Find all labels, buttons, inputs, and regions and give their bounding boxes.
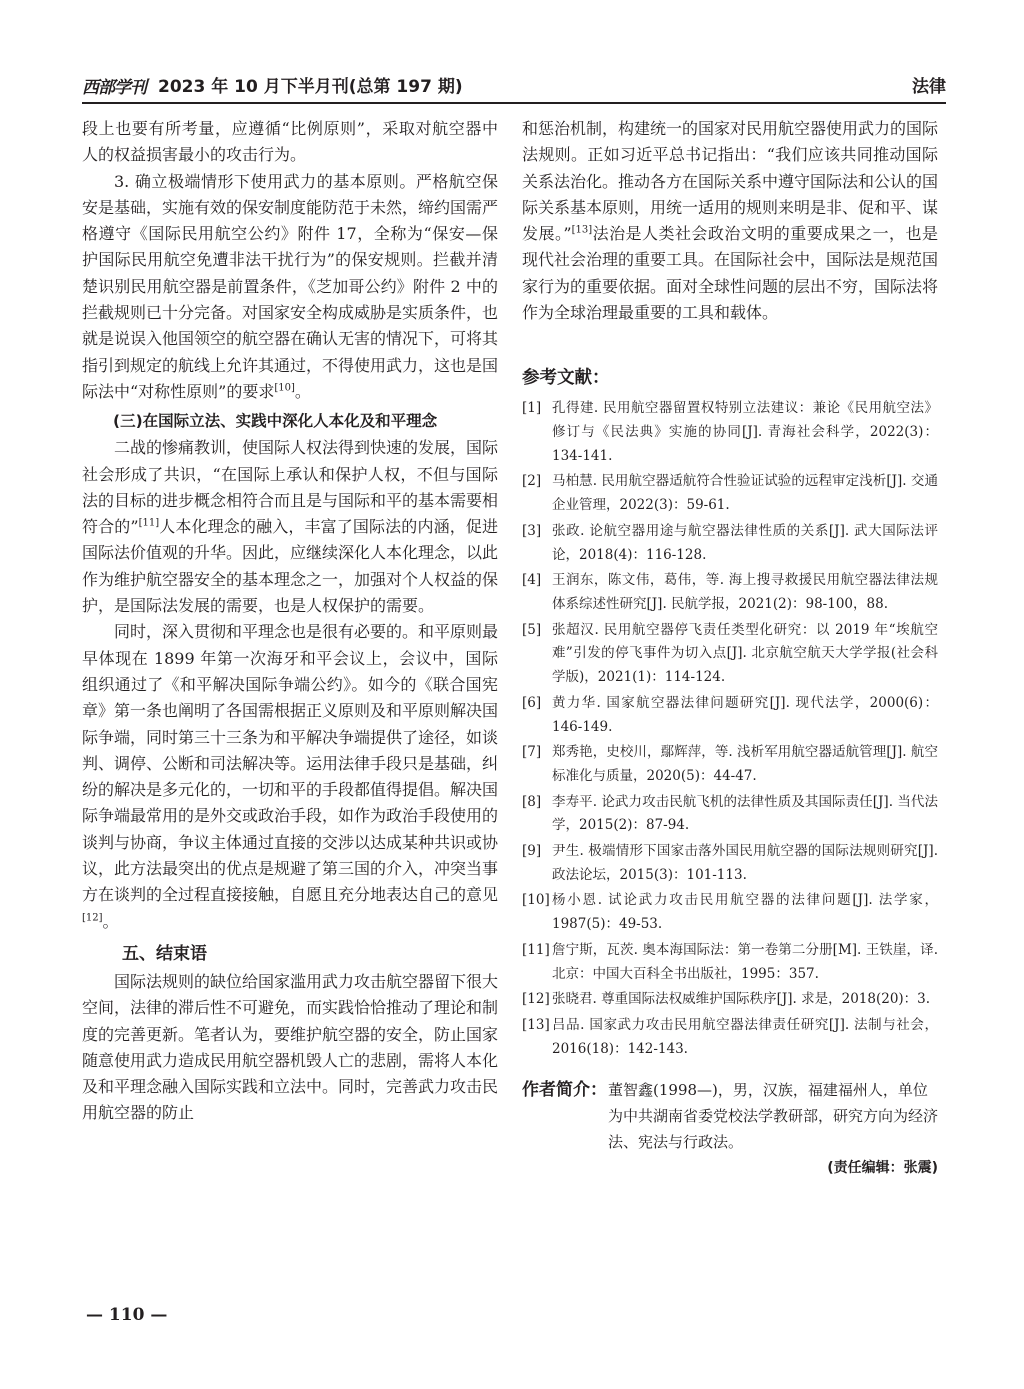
reference-number: [7] xyxy=(522,744,542,761)
reference-number: [6] xyxy=(522,694,542,711)
citation: [12] xyxy=(82,912,103,924)
paragraph-text: 同时，深入贯彻和平理念也是很有必要的。和平原则最早体现在 1899 年第一次海牙和平会议上，会议中，国际组织通过了《和平解决国际争端公约》。如今的《联合国宪章》第一条也阐明了各国需根据正义原则及和平原则解决国际争端，同时第三十三条为和平解决争端提供了途径，如谈判、调停、公断和司法解决等。运用法律手段只是基础，纠纷的解决是多元化的，一切和平的手段都值得提倡。解决国际争端最常用的是外交或政治手段，如作为政治手段使用的谈判与协商，争议主体通过直接的交涉以达成某种共识或协议，此方法最突出的优点是规避了第三国的介入，冲突当事方在谈判的全过程直接接触，自愿且充分地表达自己的意见 xyxy=(82,622,499,905)
reference-text: 王润东，陈文伟，葛伟，等. 海上搜寻救援民用航空器法律法规体系综述性研究[J]. 民航学报，2021(2)：98-100，88. xyxy=(552,572,938,612)
reference-text: 张政. 论航空器用途与航空器法律性质的关系[J]. 武大国际法评论，2018(4)：116-128. xyxy=(552,522,938,563)
reference-item xyxy=(522,889,938,936)
citation: [10] xyxy=(274,382,295,394)
reference-item xyxy=(522,988,938,1012)
header-rule xyxy=(82,102,946,104)
reference-number: [10] xyxy=(522,892,550,909)
citation: [11] xyxy=(138,517,160,529)
reference-number: [5] xyxy=(522,621,542,638)
reference-number: [8] xyxy=(522,793,542,810)
reference-item xyxy=(522,569,938,616)
page-number: — 110 — xyxy=(86,1305,168,1325)
editor-credit: (责任编辑：张震) xyxy=(827,1160,938,1177)
reference-number: [4] xyxy=(522,572,542,589)
references-heading: 参考文献： xyxy=(522,368,610,389)
paragraph xyxy=(82,169,498,406)
paragraph: 国际法规则的缺位给国家滥用武力攻击航空器留下很大空间，法律的滞后性不可避免，而实践恰恰推动了理论和制度的完善更新。笔者认为，要维护航空器的安全，防止国家随意使用武力造成民用航空器机毁人亡的悲剧，需将人本化及和平理念融入国际实践和立法中。同时，完善武力攻击民用航空器的防止 xyxy=(82,971,499,1123)
section-heading: 五、结束语 xyxy=(122,943,207,964)
author-bio xyxy=(522,1077,938,1155)
reference-item xyxy=(522,840,938,887)
reference-item xyxy=(522,741,938,788)
section-label: 法律 xyxy=(912,77,946,97)
reference-number: [3] xyxy=(522,522,542,539)
reference-text: 尹生. 极端情形下国家击落外国民用航空器的国际法规则研究[J]. 政法论坛，2015(3)：101-113. xyxy=(552,843,938,883)
issue-info: 2023 年 10 月下半月刊(总第 197 期) xyxy=(158,77,463,97)
reference-list xyxy=(522,397,938,1061)
author-label: 作者简介： xyxy=(522,1080,607,1101)
reference-text: 李寿平. 论武力攻击民航飞机的法律性质及其国际责任[J]. 当代法学，2015(2)：87-94. xyxy=(552,793,938,834)
reference-text: 吕品. 国家武力攻击民用航空器法律责任研究[J]. 法制与社会，2016(18)：142-143. xyxy=(552,1016,938,1057)
reference-number: [11] xyxy=(522,941,550,958)
reference-item xyxy=(522,397,938,468)
reference-text: 孔得建. 民用航空器留置权特别立法建议：兼论《民用航空法》修订与《民法典》实施的协同[J]. 青海社会科学，2022(3)：134-141. xyxy=(552,400,938,464)
left-column xyxy=(82,116,498,1127)
journal-logo: 西部学刊 xyxy=(82,78,146,98)
author-text: 董智鑫(1998—)，男，汉族，福建福州人，单位为中共湖南省委党校法学教研部，研究方向为经济法、宪法与行政法。 xyxy=(608,1081,939,1152)
reference-number: [2] xyxy=(522,473,542,490)
subheading: (三)在国际立法、实践中深化人本化及和平理念 xyxy=(113,412,438,431)
paragraph-text: 二战的惨痛教训，使国际人权法得到快速的发展，国际社会形成了共识，“在国际上承认和保护人权，不但与国际法的目标的进步概念相符合而且是与国际和平的基本需要相符合的” xyxy=(82,438,499,537)
page-header xyxy=(82,72,946,100)
reference-text: 杨小恩. 试论武力攻击民用航空器的法律问题[J]. 法学家，1987(5)：49-53. xyxy=(552,892,938,933)
reference-item xyxy=(522,939,938,986)
reference-number: [12] xyxy=(522,991,550,1008)
paragraph-text: 3. 确立极端情形下使用武力的基本原则。严格航空保安是基础，实施有效的保安制度能防范于未然，缔约国需严格遵守《国际民用航空公约》附件 17，全称为“保安—保护国际民用航空免遭非法干扰行为”的保安规则。拦截并清楚识别民用航空器是前置条件，《芝加哥公约》附件 2 中的拦截规则已十分完备。对国家安全构成威胁是实质条件，也就是说误入他国领空的航空器在确认无害的情况下，可将其指引到规定的航线上允许其通过，不得使用武力，这也是国际法中“对称性原则”的要求 xyxy=(82,171,499,401)
punctuation: 。 xyxy=(102,911,119,931)
reference-number: [9] xyxy=(522,843,542,860)
reference-item xyxy=(522,520,938,567)
reference-text: 詹宁斯，瓦茨. 奥本海国际法：第一卷第二分册[M]. 王铁崖，译. 北京：中国大百科全书出版社，1995：357. xyxy=(552,941,938,982)
reference-text: 张晓君. 尊重国际法权威维护国际秩序[J]. 求是，2018(20)：3. xyxy=(552,991,931,1008)
citation: [13] xyxy=(571,224,593,236)
paragraph-text: 和惩治机制，构建统一的国家对民用航空器使用武力的国际法规则。正如习近平总书记指出：“我们应该共同推动国际关系法治化。推动各方在国际关系中遵守国际法和公认的国际关系基本原则，用统一适用的规则来明是非、促和平、谋发展。” xyxy=(522,119,939,244)
paragraph xyxy=(82,435,498,619)
reference-item xyxy=(522,619,938,690)
paragraph-text: 法治是人类社会政治文明的重要成果之一，也是现代社会治理的重要工具。在国际社会中，国际法是规范国家行为的重要依据。面对全球性问题的层出不穷，国际法将作为全球治理最重要的工具和载体。 xyxy=(522,224,939,323)
reference-item xyxy=(522,1014,938,1061)
reference-item xyxy=(522,470,938,517)
reference-text: 马柏慧. 民用航空器适航符合性验证试验的远程审定浅析[J]. 交通企业管理，2022(3)：59-61. xyxy=(552,473,938,514)
paragraph xyxy=(522,116,938,326)
reference-text: 黄力华. 国家航空器法律问题研究[J]. 现代法学，2000(6)：146-149. xyxy=(552,694,938,735)
paragraph-text: 人本化理念的融入，丰富了国际法的内涵，促进国际法价值观的升华。因此，应继续深化人本化理念，以此作为维护航空器安全的基本理念之一，加强对个人权益的保护，是国际法发展的需要，也是人权保护的需要。 xyxy=(82,517,499,616)
reference-number: [1] xyxy=(522,400,542,417)
reference-text: 郑秀艳，史校川，鄢辉萍，等. 浅析军用航空器适航管理[J]. 航空标准化与质量，2020(5)：44-47. xyxy=(552,744,938,784)
reference-item xyxy=(522,692,938,739)
paragraph xyxy=(82,619,498,935)
right-column xyxy=(522,116,938,1177)
reference-number: [13] xyxy=(522,1016,550,1033)
punctuation: 。 xyxy=(294,381,311,401)
reference-item xyxy=(522,791,938,838)
reference-text: 张超汉. 民用航空器停飞责任类型化研究：以 2019 年“埃航空难”引发的停飞事件为切入点[J]. 北京航空航天大学学报(社会科学版)，2021(1)：114-124. xyxy=(552,621,938,686)
paragraph: 段上也要有所考量，应遵循“比例原则”，采取对航空器中人的权益损害最小的攻击行为。 xyxy=(82,119,498,165)
